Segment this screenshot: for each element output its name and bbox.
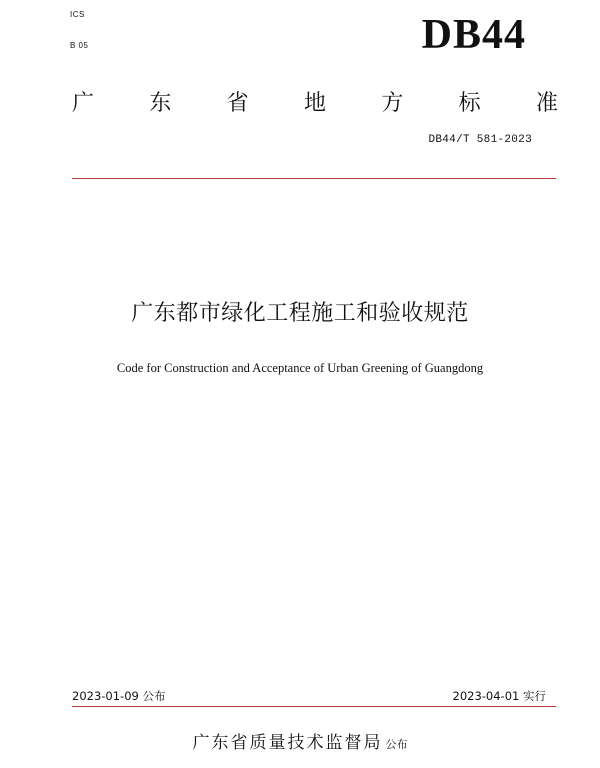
ccs-code: B 05	[70, 41, 89, 50]
standard-type-heading	[72, 86, 558, 117]
issuer-suffix: 公布	[385, 738, 408, 751]
document-title-chinese: 广东都市绿化工程施工和验收规范	[131, 301, 469, 326]
document-title-english: Code for Construction and Acceptance of Urban Greening of Guangdong	[116, 361, 484, 375]
standard-code: DB44	[421, 12, 526, 58]
standard-type-char: 地	[303, 91, 326, 116]
issuer-line	[0, 728, 600, 753]
standard-type-char: 广	[72, 91, 95, 116]
ics-label: ICS	[70, 10, 85, 19]
standard-type-char: 省	[226, 91, 249, 116]
standard-type-char: 标	[458, 91, 481, 116]
issue-date: 2023-01-09 公布	[72, 689, 166, 703]
bottom-divider	[72, 706, 556, 707]
issuing-authority: 广东省质量技术监督局	[192, 733, 383, 753]
implementation-date: 2023-04-01 实行	[452, 689, 546, 703]
standard-type-char: 方	[381, 91, 404, 116]
standard-number: DB44/T 581-2023	[428, 134, 532, 146]
top-divider	[72, 178, 556, 179]
standard-type-char: 准	[535, 91, 558, 116]
standard-type-char: 东	[149, 91, 172, 116]
